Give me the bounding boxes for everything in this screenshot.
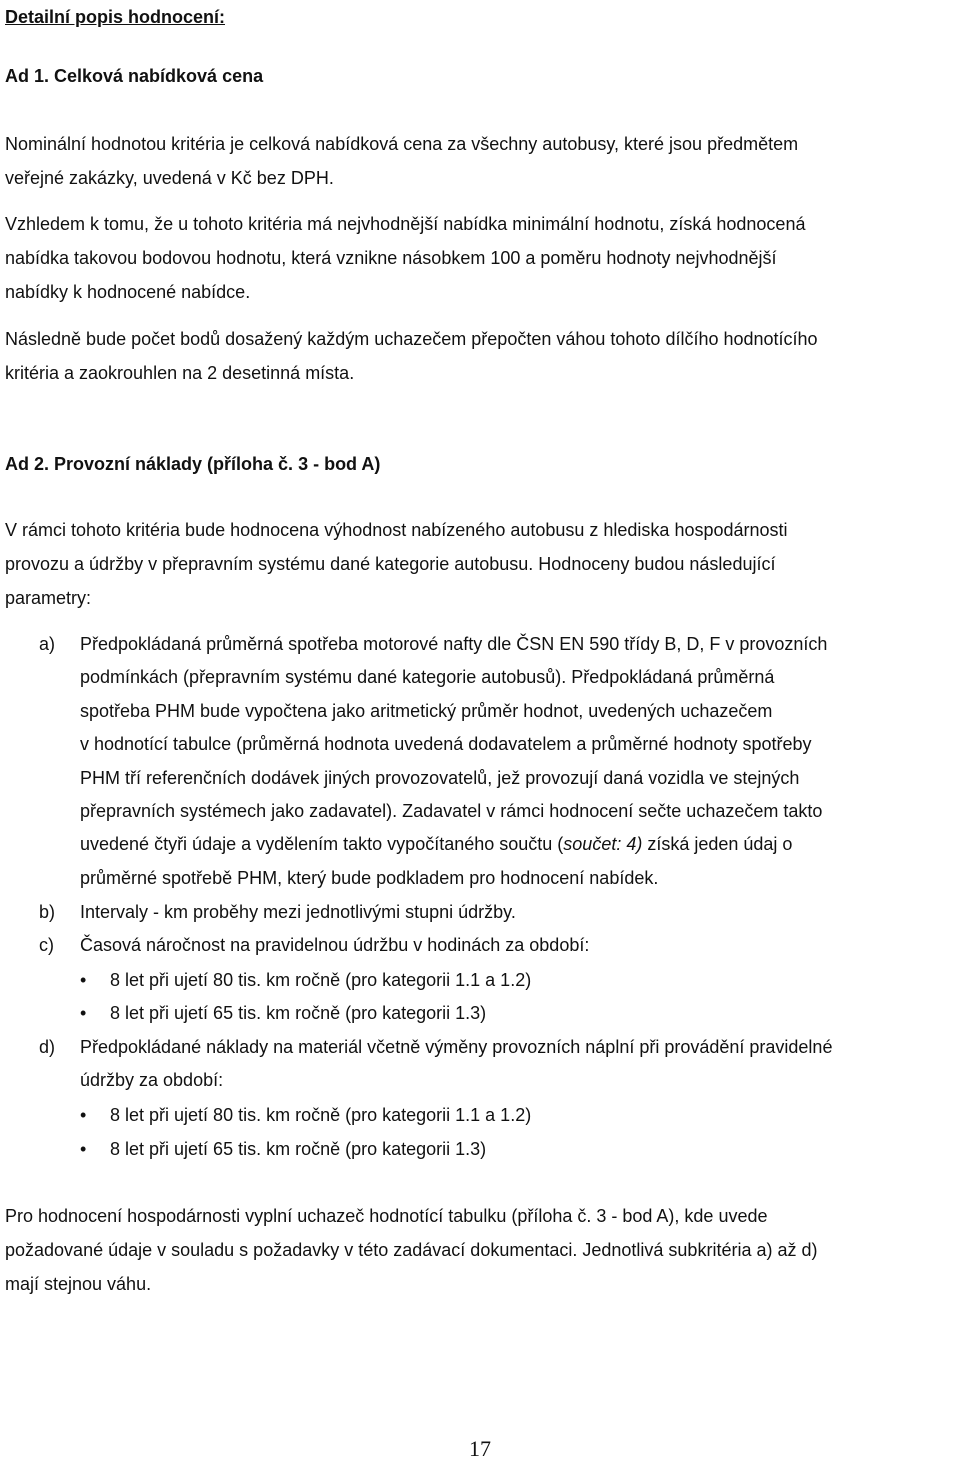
text-line: Pro hodnocení hospodárnosti vyplní uchazeč hodnotící tabulku (příloha č. 3 - bod A), kde uvede xyxy=(5,1206,768,1226)
text-line: Nominální hodnotou kritéria je celková nabídková cena za všechny autobusy, které jsou předmětem xyxy=(5,134,799,154)
text-line: přepravních systémech jako zadavatel). Zadavatel v rámci hodnocení sečte uchazečem takto xyxy=(80,801,823,822)
page-number: 17 xyxy=(469,1436,491,1461)
text-line: nabídky k hodnocené nabídce. xyxy=(5,282,251,302)
bullet-text: 8 let při ujetí 80 tis. km ročně (pro kategorii 1.1 a 1.2) xyxy=(110,1105,532,1125)
bullet-icon: • xyxy=(80,1105,87,1125)
bullet-icon: • xyxy=(80,970,87,990)
text-line: mají stejnou váhu. xyxy=(5,1274,152,1294)
text-line: nabídka takovou bodovou hodnotu, která vznikne násobkem 100 a poměru hodnoty nejvhodnější xyxy=(5,248,777,268)
bullet-text: 8 let při ujetí 65 tis. km ročně (pro kategorii 1.3) xyxy=(110,1139,487,1159)
list-item-d xyxy=(5,1031,955,1098)
bullet-text: 8 let při ujetí 65 tis. km ročně (pro kategorii 1.3) xyxy=(110,1003,487,1023)
text-line: parametry: xyxy=(5,588,92,608)
text-line: v hodnotící tabulce (průměrná hodnota uvedená dodavatelem a průměrné hodnoty spotřeby xyxy=(80,734,812,755)
text-line: podmínkách (přepravním systému dané kategorie autobusů). Předpokládaná průměrná xyxy=(80,667,775,688)
bullet-item xyxy=(80,963,532,997)
bullet-text: 8 let při ujetí 80 tis. km ročně (pro kategorii 1.1 a 1.2) xyxy=(110,970,532,990)
text-line: V rámci tohoto kritéria bude hodnocena výhodnost nabízeného autobusu z hlediska hospodárnosti xyxy=(5,520,788,540)
ad2-intro xyxy=(5,513,955,615)
document-heading: Detailní popis hodnocení: xyxy=(5,7,225,27)
text-line: provozu a údržby v přepravním systému dané kategorie autobusu. Hodnoceny budou následující xyxy=(5,554,776,574)
list-label: c) xyxy=(39,935,54,955)
bullet-icon: • xyxy=(80,1003,87,1023)
list-label: a) xyxy=(39,634,56,654)
text-line-with-italic xyxy=(80,828,955,861)
text-line: Předpokládaná průměrná spotřeba motorové nafty dle ČSN EN 590 třídy B, D, F v provozních xyxy=(80,634,828,654)
italic-formula: součet: 4) xyxy=(563,834,643,855)
ad1-paragraph-1 xyxy=(5,127,955,195)
ad2-title: Ad 2. Provozní náklady (příloha č. 3 - bod A) xyxy=(5,454,381,474)
ad1-title: Ad 1. Celková nabídková cena xyxy=(5,66,264,86)
text-line: Intervaly - km proběhy mezi jednotlivými stupni údržby. xyxy=(80,902,516,922)
text-line: Časová náročnost na pravidelnou údržbu v hodinách za období: xyxy=(80,935,590,955)
text-line: Následně bude počet bodů dosažený každým uchazečem přepočten váhou tohoto dílčího hodnotícího xyxy=(5,329,818,349)
closing-paragraph xyxy=(5,1199,955,1301)
bullet-icon: • xyxy=(80,1139,87,1159)
text-line: Předpokládané náklady na materiál včetně výměny provozních náplní při provádění pravidelné xyxy=(80,1037,833,1057)
bullet-item xyxy=(80,996,487,1030)
text-line: veřejné zakázky, uvedená v Kč bez DPH. xyxy=(5,168,334,188)
list-label: d) xyxy=(39,1037,56,1057)
text-span: uvedené čtyři údaje a vydělením takto vypočítaného součtu ( xyxy=(80,834,564,855)
text-span: získá jeden údaj o xyxy=(642,834,793,855)
bullet-item xyxy=(80,1132,487,1166)
text-line: požadované údaje v souladu s požadavky v této zadávací dokumentaci. Jednotlivá subkritéria a) až d) xyxy=(5,1240,818,1260)
text-line: průměrné spotřebě PHM, který bude podkladem pro hodnocení nabídek. xyxy=(80,867,659,888)
list-label: b) xyxy=(39,902,56,922)
ad1-paragraph-2 xyxy=(5,207,955,309)
bullet-item xyxy=(80,1098,532,1132)
text-line: spotřeba PHM bude vypočtena jako aritmetický průměr hodnot, uvedených uchazečem xyxy=(80,700,773,721)
text-line: kritéria a zaokrouhlen na 2 desetinná místa. xyxy=(5,363,355,383)
list-item-a xyxy=(5,628,955,895)
ad1-paragraph-3 xyxy=(5,322,955,390)
text-line: údržby za období: xyxy=(80,1070,224,1091)
list-item-c xyxy=(5,929,955,962)
text-line: Vzhledem k tomu, že u tohoto kritéria má nejvhodnější nabídka minimální hodnotu, získá hodnocená xyxy=(5,214,806,234)
list-item-b xyxy=(5,896,955,929)
text-line: PHM tří referenčních dodávek jiných provozovatelů, jež provozují daná vozidla ve stejných xyxy=(80,767,800,788)
